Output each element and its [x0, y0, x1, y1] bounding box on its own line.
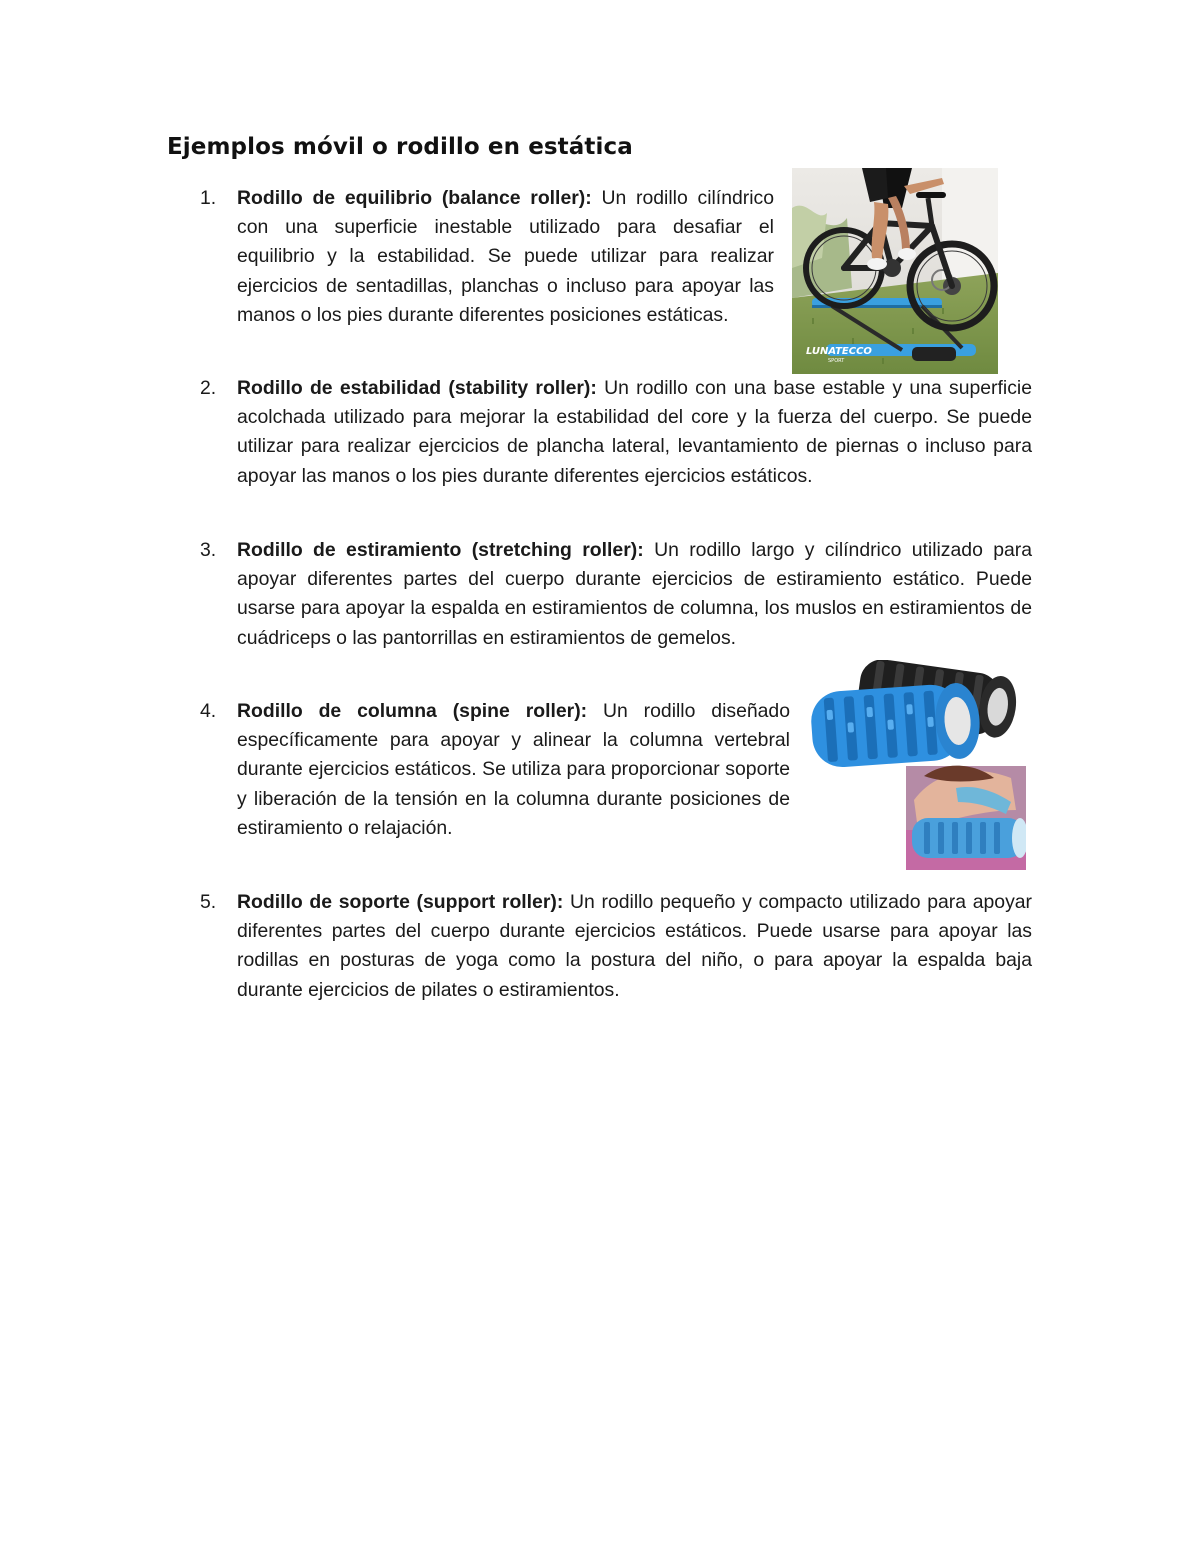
foam-rollers-image — [806, 660, 1026, 870]
list-number: 2. — [200, 377, 217, 399]
bike-logo-subtext: SPORT — [828, 358, 845, 364]
list-item — [196, 697, 790, 843]
list-item — [196, 184, 774, 330]
list-item — [196, 374, 1032, 491]
item-term: Rodillo de estiramiento (stretching roller): — [237, 539, 644, 561]
list-item — [196, 888, 1032, 1005]
item-description: Un rodillo pequeño y compacto utilizado para apoyar diferentes partes del cuerpo durante ejercicios estáticos. Puede usarse para apoyar las rodillas en posturas de yoga como la postura del niño, o para apoyar la espalda baja durante ejercicios de pilates o estiramientos. — [237, 891, 1033, 1001]
bike-trainer-image — [792, 168, 998, 374]
item-description: Un rodillo largo y cilíndrico utilizado para apoyar diferentes partes del cuerpo durante ejercicios de estiramiento estático. Puede usarse para apoyar la espalda en estiramientos de columna, los muslos en estiramientos de cuádriceps o las pantorrillas en estiramientos de gemelos. — [237, 539, 1033, 649]
list-item — [196, 536, 1032, 653]
bike-logo-text: LUNATECCO — [806, 346, 872, 357]
list-number: 5. — [200, 891, 217, 913]
section-heading: Ejemplos móvil o rodillo en estática — [167, 134, 633, 160]
item-description: Un rodillo diseñado específicamente para apoyar y alinear la columna vertebral durante ejercicios estáticos. Se utiliza para proporcionar soporte y liberación de la tensión en la columna durante posiciones de estiramiento o relajación. — [237, 700, 790, 839]
item-term: Rodillo de estabilidad (stability roller): — [237, 377, 597, 399]
item-term: Rodillo de equilibrio (balance roller): — [237, 187, 592, 209]
item-description: Un rodillo cilíndrico con una superficie inestable utilizado para desafiar el equilibrio y la estabilidad. Se puede utilizar para realizar ejercicios de sentadillas, planchas o incluso para apoyar las manos o los pies durante diferentes posiciones estáticas. — [237, 187, 775, 326]
list-number: 4. — [200, 700, 217, 722]
list-number: 3. — [200, 539, 217, 561]
item-term: Rodillo de columna (spine roller): — [237, 700, 588, 722]
list-number: 1. — [200, 187, 217, 209]
item-description: Un rodillo con una base estable y una superficie acolchada utilizado para mejorar la estabilidad del core y la fuerza del cuerpo. Se puede utilizar para realizar ejercicios de plancha lateral, levantamiento de piernas o incluso para apoyar las manos o los pies durante diferentes ejercicios estáticos. — [237, 377, 1032, 487]
item-term: Rodillo de soporte (support roller): — [237, 891, 564, 913]
